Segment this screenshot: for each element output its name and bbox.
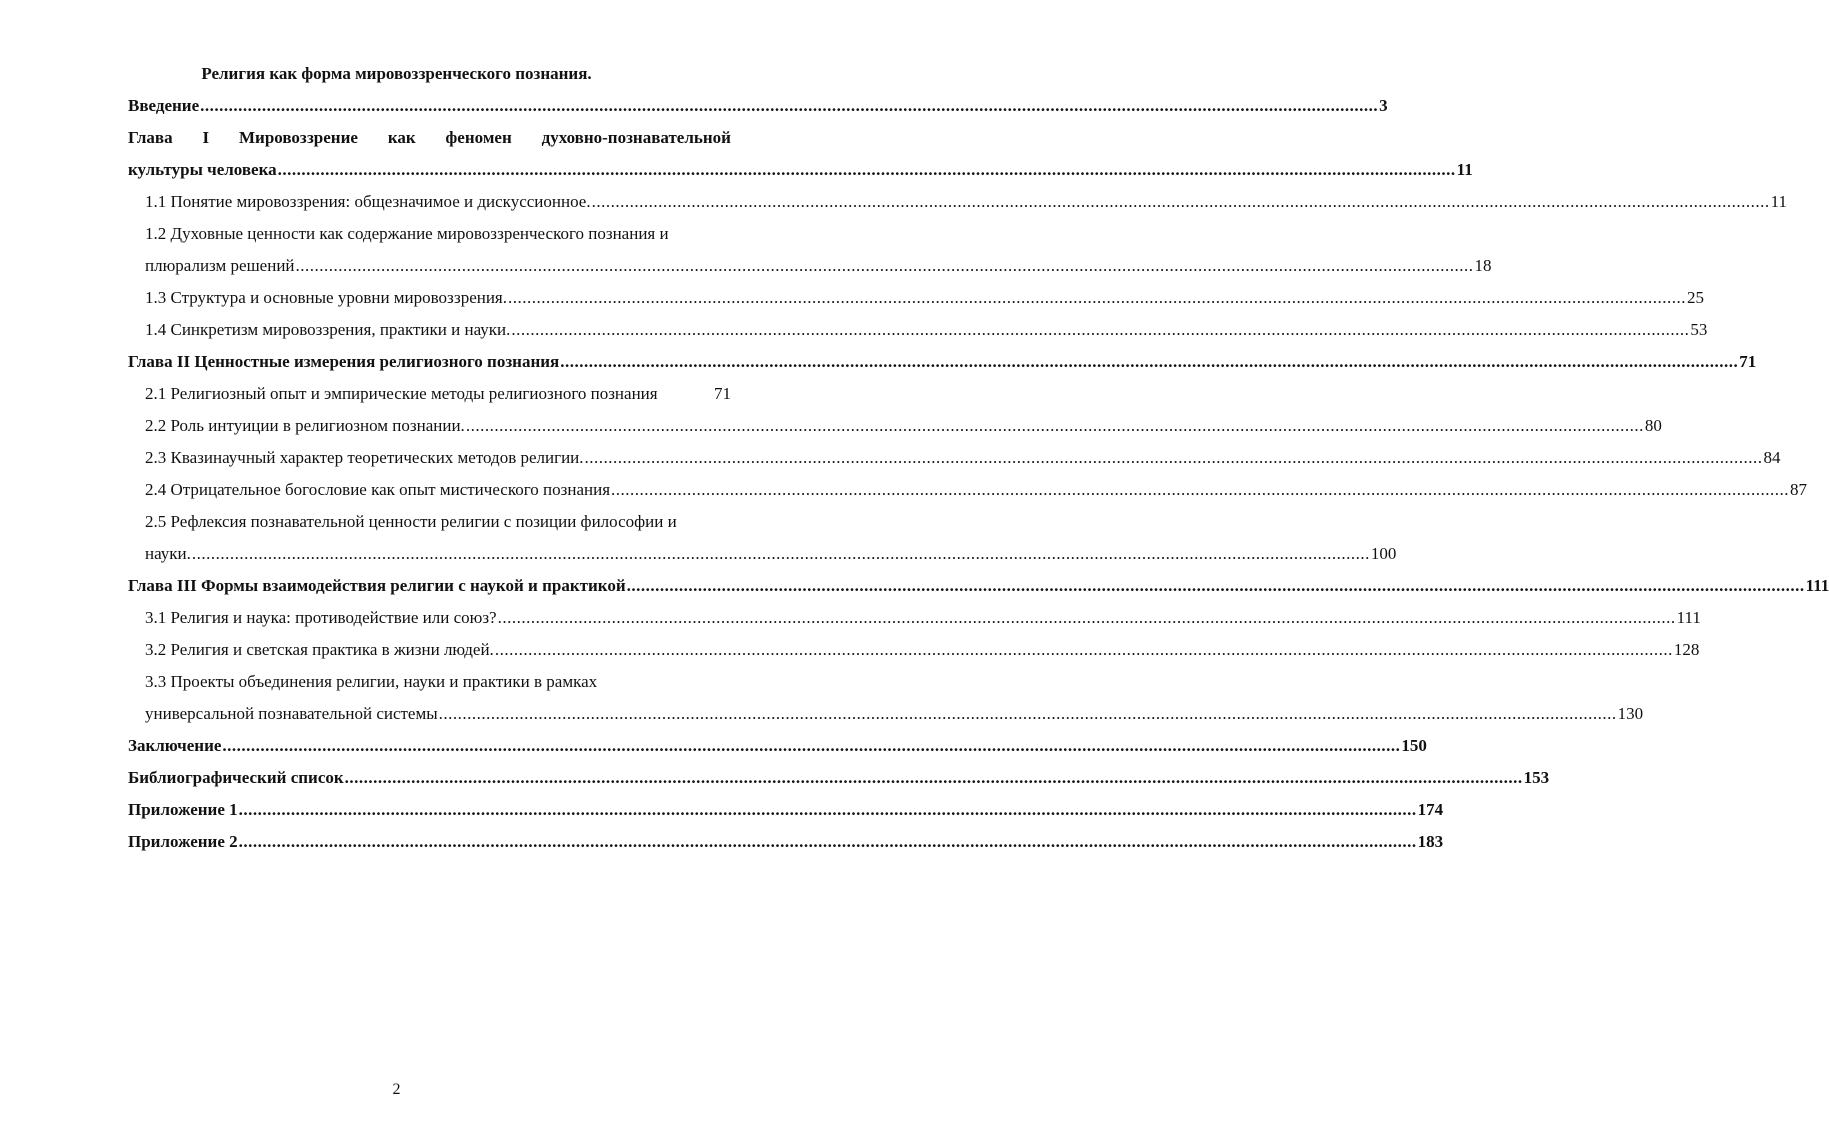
- dot-leader: ........................................................................................................................................................................................................................................................: [494, 640, 1673, 659]
- dot-leader: ........................................................................................................................................................................................................................................................: [238, 800, 1417, 819]
- dot-leader: ........................................................................................................................................................................................................................................................: [222, 736, 1401, 755]
- toc-entry-page: 153: [1523, 768, 1550, 787]
- toc-entry-text: плюрализм решений: [145, 256, 295, 275]
- toc-entry-chapter-1-line-1: [128, 126, 731, 150]
- toc-entry-1-2-line-2: [145, 254, 1492, 278]
- dot-leader: ........................................................................................................................................................................................................................................................: [191, 544, 1370, 563]
- dot-leader: ........................................................................................................................................................................................................................................................: [511, 320, 1690, 339]
- dot-leader: ........................................................................................................................................................................................................................................................: [238, 832, 1417, 851]
- toc-word: духовно-познавательной: [541, 128, 731, 147]
- toc-entry-3-3-line-1: [145, 670, 731, 694]
- dot-leader: ........................................................................................................................................................................................................................................................: [497, 608, 1676, 627]
- toc-entry-appendix-1: [128, 798, 1444, 822]
- page-number: 2: [392, 1081, 401, 1098]
- dot-leader: ........................................................................................................................................................................................................................................................: [344, 768, 1523, 787]
- toc-entry-text: 3.2 Религия и светская практика в жизни людей.: [145, 640, 494, 659]
- dot-leader: ........................................................................................................................................................................................................................................................: [611, 480, 1790, 499]
- toc-entry-page: 53: [1690, 320, 1708, 339]
- toc-entry-page: 183: [1417, 832, 1444, 851]
- document-title: Религия как форма мировоззренческого познания.: [201, 64, 592, 83]
- toc-entry-page: 11: [1770, 192, 1787, 211]
- toc-entry-1-3: [145, 286, 1705, 310]
- dot-leader: ........................................................................................................................................................................................................................................................: [626, 576, 1805, 595]
- toc-word: Глава: [128, 128, 173, 147]
- toc-entry-text: Приложение 2: [128, 832, 238, 851]
- toc-entry-text: Заключение: [128, 736, 222, 755]
- toc-entry-text: 1.4 Синкретизм мировоззрения, практики и науки.: [145, 320, 511, 339]
- toc-word: Мировоззрение: [239, 128, 358, 147]
- toc-entry-text: 1.3 Структура и основные уровни мировоззрения.: [145, 288, 508, 307]
- toc-entry-2-5-line-2: [145, 542, 1397, 566]
- toc-entry-conclusion: [128, 734, 1427, 758]
- toc-entry-page: 18: [1474, 256, 1492, 275]
- toc-entry-text: 1.1 Понятие мировоззрения: общезначимое и дискуссионное.: [145, 192, 591, 211]
- toc-entry-chapter-3: [128, 574, 1829, 598]
- toc-entry-page: 111: [1676, 608, 1701, 627]
- toc-entry-appendix-2: [128, 830, 1444, 854]
- dot-leader: ........................................................................................................................................................................................................................................................: [465, 416, 1644, 435]
- toc-entry-1-4: [145, 318, 1708, 342]
- toc-entry-page: 71: [1739, 352, 1757, 371]
- dot-leader: ........................................................................................................................................................................................................................................................: [508, 288, 1687, 307]
- toc-entry-2-4: [145, 478, 1808, 502]
- toc-entry-text: 1.2 Духовные ценности как содержание мировоззренческого познания и: [145, 224, 669, 243]
- toc-entry-page: 84: [1763, 448, 1781, 467]
- toc-entry-introduction: [128, 94, 1388, 118]
- toc-entry-page: 128: [1673, 640, 1700, 659]
- dot-leader: ........................................................................................................................................................................................................................................................: [277, 160, 1456, 179]
- toc-entry-1-2-line-1: [145, 222, 731, 246]
- dot-leader: ........................................................................................................................................................................................................................................................: [295, 256, 1474, 275]
- toc-entry-3-3-line-2: [145, 702, 1644, 726]
- toc-entry-page: 80: [1644, 416, 1662, 435]
- toc-word: как: [387, 128, 416, 147]
- toc-entry-text: культуры человека: [128, 160, 277, 179]
- toc-entry-page: 100: [1370, 544, 1397, 563]
- toc-entry-text: 2.2 Роль интуиции в религиозном познании.: [145, 416, 465, 435]
- toc-entry-page: 3: [1379, 96, 1388, 115]
- toc-entry-2-5-line-1: [145, 510, 731, 534]
- dot-leader: ........................................................................................................................................................................................................................................................: [438, 704, 1617, 723]
- toc-entry-text: 2.3 Квазинаучный характер теоретических методов религии.: [145, 448, 584, 467]
- toc-word: I: [202, 128, 210, 147]
- toc-entry-text: 3.1 Религия и наука: противодействие или союз?: [145, 608, 497, 627]
- toc-entry-page: 111: [1805, 576, 1829, 595]
- toc-entry-text: Приложение 1: [128, 800, 238, 819]
- dot-leader: ........................................................................................................................................................................................................................................................: [584, 448, 1763, 467]
- toc-entry-bibliography: [128, 766, 1550, 790]
- toc-entry-text: 2.4 Отрицательное богословие как опыт мистического познания: [145, 480, 611, 499]
- toc-entry-text: Глава III Формы взаимодействия религии с наукой и практикой: [128, 576, 626, 595]
- dot-leader: ........................................................................................................................................................................................................................................................: [200, 96, 1379, 115]
- toc-entry-page: 11: [1456, 160, 1473, 179]
- toc-entry-page: 174: [1417, 800, 1444, 819]
- toc-entry-text: Библиографический список: [128, 768, 344, 787]
- toc-entry-page: 71: [714, 384, 731, 403]
- toc-entry-1-1: [145, 190, 1787, 214]
- dot-leader: ........................................................................................................................................................................................................................................................: [560, 352, 1739, 371]
- toc-entry-text: 3.3 Проекты объединения религии, науки и практики в рамках: [145, 672, 598, 691]
- toc-entry-text: универсальной познавательной системы: [145, 704, 438, 723]
- toc-entry-text: 2.1 Религиозный опыт и эмпирические методы религиозного познания: [145, 384, 658, 403]
- toc-entry-page: 25: [1687, 288, 1705, 307]
- toc-entry-text: науки.: [145, 544, 191, 563]
- toc-entry-text: Введение: [128, 96, 200, 115]
- toc-entry-chapter-1-line-2: [128, 158, 1473, 182]
- toc-entry-page: 87: [1790, 480, 1808, 499]
- dot-leader: ........................................................................................................................................................................................................................................................: [591, 192, 1770, 211]
- toc-entry-2-3: [145, 446, 1781, 470]
- toc-entry-text: 2.5 Рефлексия познавательной ценности религии с позиции философии и: [145, 512, 677, 531]
- toc-entry-page: 150: [1401, 736, 1427, 755]
- toc-entry-text: Глава II Ценностные измерения религиозного познания: [128, 352, 560, 371]
- toc-entry-3-2: [145, 638, 1700, 662]
- toc-entry-2-1: [145, 382, 731, 406]
- toc-entry-chapter-2: [128, 350, 1757, 374]
- toc-entry-page: 130: [1617, 704, 1644, 723]
- toc-word: феномен: [445, 128, 512, 147]
- toc-entry-3-1: [145, 606, 1701, 630]
- toc-entry-2-2: [145, 414, 1662, 438]
